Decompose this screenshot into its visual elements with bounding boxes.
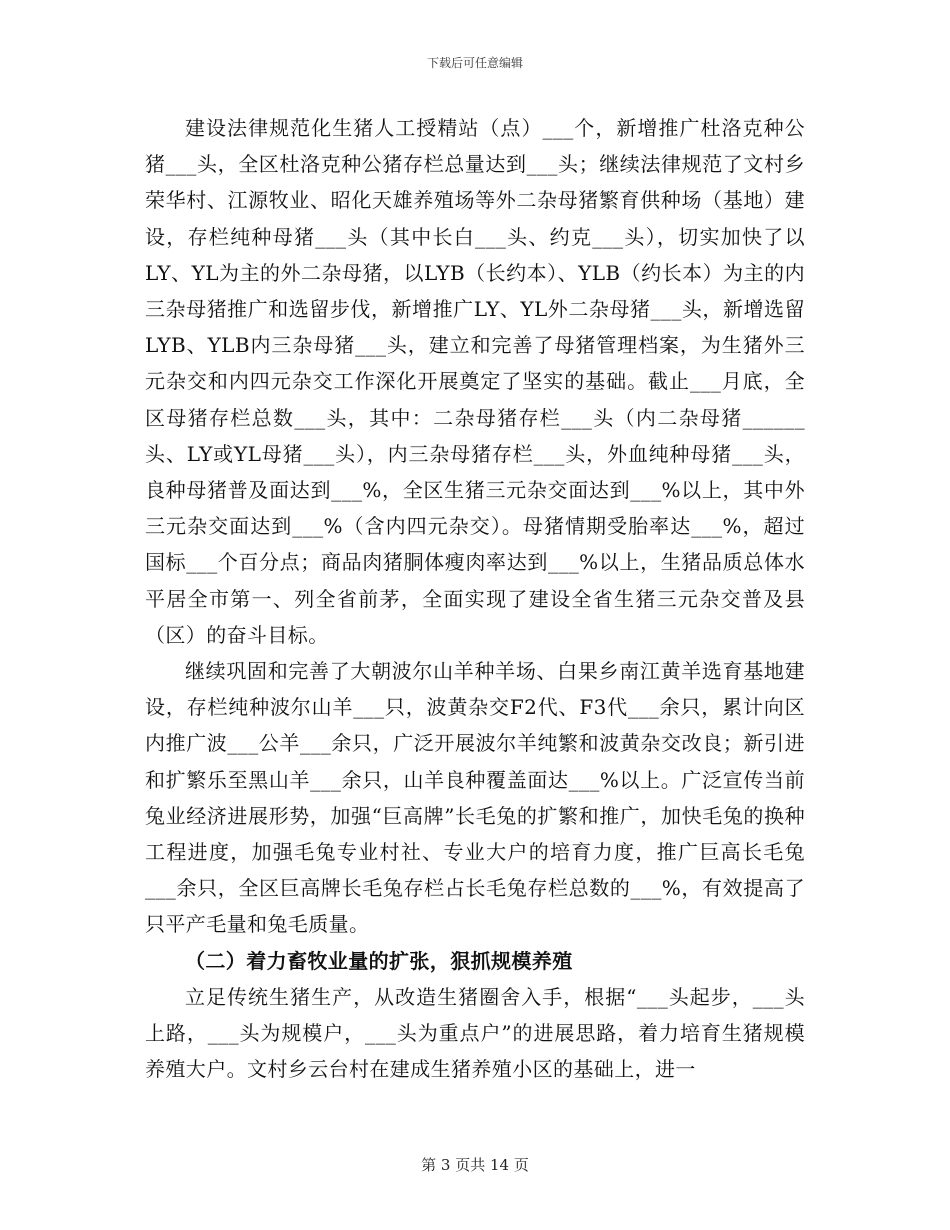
paragraph-goat-rabbit: 继续巩固和完善了大朝波尔山羊种羊场、白果乡南江黄羊选育基地建设，存栏纯种波尔山羊___只，波黄杂交F2代、F3代___余只，累计向区内推广波___公羊___余只，广泛开展波尔羊纯繁和波黄杂交改良；新引进和扩繁乐至黑山羊___余只，山羊良种覆盖面达___%以上。广泛宣传当前兔业经济进展形势，加强“巨高牌”长毛兔的扩繁和推广，加快毛兔的换种工程进度，加强毛兔专业村社、专业大户的培育力度，推广巨高长毛兔___余只，全区巨高牌长毛兔存栏占长毛兔存栏总数的___%，有效提高了只平产毛量和兔毛质量。 [145, 659, 805, 937]
paragraph-scale-farming: 立足传统生猪生产，从改造生猪圈舍入手，根据“___头起步，___头上路，___头为规模户，___头为重点户”的进展思路，着力培育生猪规模养殖大户。文村乡云台村在建成生猪养殖小区的基础上，进一 [145, 984, 805, 1082]
page-header: 下载后可任意编辑 [426, 56, 523, 70]
paragraph-pig-breeding: 建设法律规范化生猪人工授精站（点）___个，新增推广杜洛克种公猪___头，全区杜洛克种公猪存栏总量达到___头；继续法律规范了文村乡荣华村、江源牧业、昭化天雄养殖场等外二杂母猪繁育供种场（基地）建设，存栏纯种母猪___头（其中长白___头、约克___头），切实加快了以LY、YL为主的外二杂母猪，以LYB（长约本）、YLB（约长本）为主的内三杂母猪推广和选留步伐，新增推广LY、YL外二杂母猪___头，新增选留LYB、YLB内三杂母猪___头，建立和完善了母猪管理档案，为生猪外三元杂交和内四元杂交工作深化开展奠定了坚实的基础。截止___月底，全区母猪存栏总数___头，其中：二杂母猪存栏___头（内二杂母猪______头、LY或YL母猪___头），内三杂母猪存栏___头，外血纯种母猪___头，良种母猪普及面达到___%，全区生猪三元杂交面达到___%以上，其中外三元杂交面达到___%（含内四元杂交）。母猪情期受胎率达___%，超过国标___个百分点；商品肉猪胴体瘦肉率达到___%以上，生猪品质总体水平居全市第一、列全省前茅，全面实现了建设全省生猪三元杂交普及县（区）的奋斗目标。 [145, 116, 805, 647]
document-body [145, 110, 805, 1087]
section-heading: （二）着力畜牧业量的扩张，狠抓规模养殖 [185, 948, 573, 973]
page-footer: 第 3 页共 14 页 [421, 1156, 529, 1174]
